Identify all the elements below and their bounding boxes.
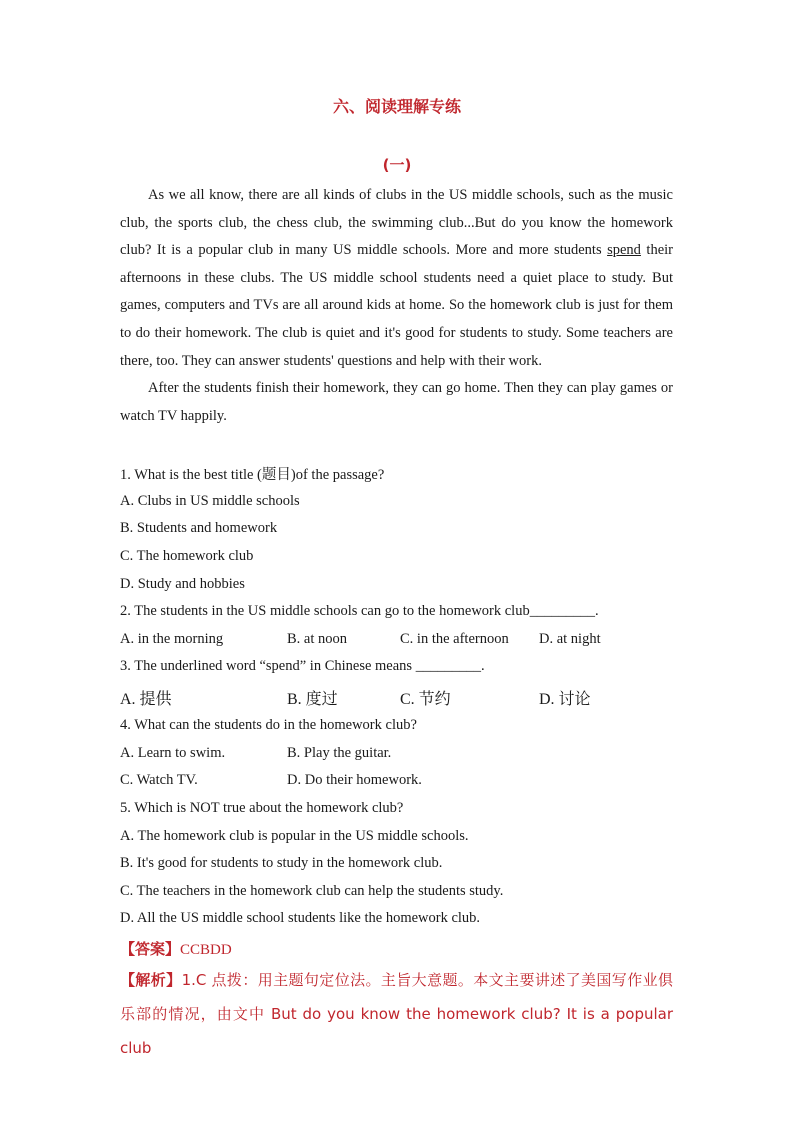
question-4-option-a: A. Learn to swim. [120,745,226,761]
question-3-option-c: C. 节约 [400,691,451,708]
passage-paragraph-2: After the students finish their homework, they can go home. Then they can play games or watch TV happily. [120,380,673,424]
answer-line [120,938,232,959]
passage-text: As we all know, there are all kinds of clubs in the US middle schools, such as the music club, the sports club, the chess club, the swimming club...But do you know the homework club? It is a popular club in many US middle schools. More and more students [120,187,673,259]
question-2-option-d: D. at night [539,631,601,647]
answer-value: CCBDD [180,942,232,958]
question-5-option-c: C. The teachers in the homework club can help the students study. [120,883,504,899]
answer-label: 【答案】 [120,940,181,958]
question-2-option-c: C. in the afternoon [400,631,509,647]
question-4-stem: 4. What can the students do in the homework club? [120,717,417,733]
question-5-option-a: A. The homework club is popular in the US middle schools. [120,828,469,844]
question-3-option-b: B. 度过 [287,691,338,708]
question-3-option-a: A. 提供 [120,691,172,708]
question-1-option-b: B. Students and homework [120,520,278,536]
underlined-word: spend [607,242,641,259]
section-title: 六、阅读理解专练 [332,97,461,116]
question-5-option-b: B. It's good for students to study in the homework club. [120,855,443,871]
reading-passage [120,182,673,430]
question-1-option-a: A. Clubs in US middle schools [120,493,300,509]
question-1-option-d: D. Study and hobbies [120,576,245,592]
passage-text: their afternoons in these clubs. The US middle school students need a quiet place to study. But games, computers and TVs are all around kids at home. So the homework club is just for them to do their homework. The club is quiet and it's good for students to study. Some teachers are there, too. They can answer students' questions and help with their work. [120,242,674,369]
question-4-option-d: D. Do their homework. [287,772,422,788]
question-4-option-b: B. Play the guitar. [287,745,392,761]
question-3-stem: 3. The underlined word “spend” in Chinese means _________. [120,658,485,674]
question-5-option-d: D. All the US middle school students like the homework club. [120,910,481,926]
question-1-stem: 1. What is the best title (题目)of the passage? [120,467,385,483]
question-1-option-c: C. The homework club [120,548,254,564]
question-2-option-b: B. at noon [287,631,348,647]
passage-paragraph-1 [120,182,673,375]
analysis-label: 【解析】 [120,971,182,989]
question-2-stem: 2. The students in the US middle schools can go to the homework club_________. [120,603,599,619]
question-3-option-d: D. 讨论 [539,691,591,708]
question-5-stem: 5. Which is NOT true about the homework club? [120,800,404,816]
passage-number: (一) [382,156,412,174]
question-2-option-a: A. in the morning [120,631,224,647]
analysis-text: 1.C 点拨：用主题句定位法。主旨大意题。本文主要讲述了美国写作业俱乐部的情况，由文中 But do you know the homework club? It is a popular club [120,971,673,1057]
analysis-block [120,964,673,1066]
question-4-option-c: C. Watch TV. [120,772,198,788]
